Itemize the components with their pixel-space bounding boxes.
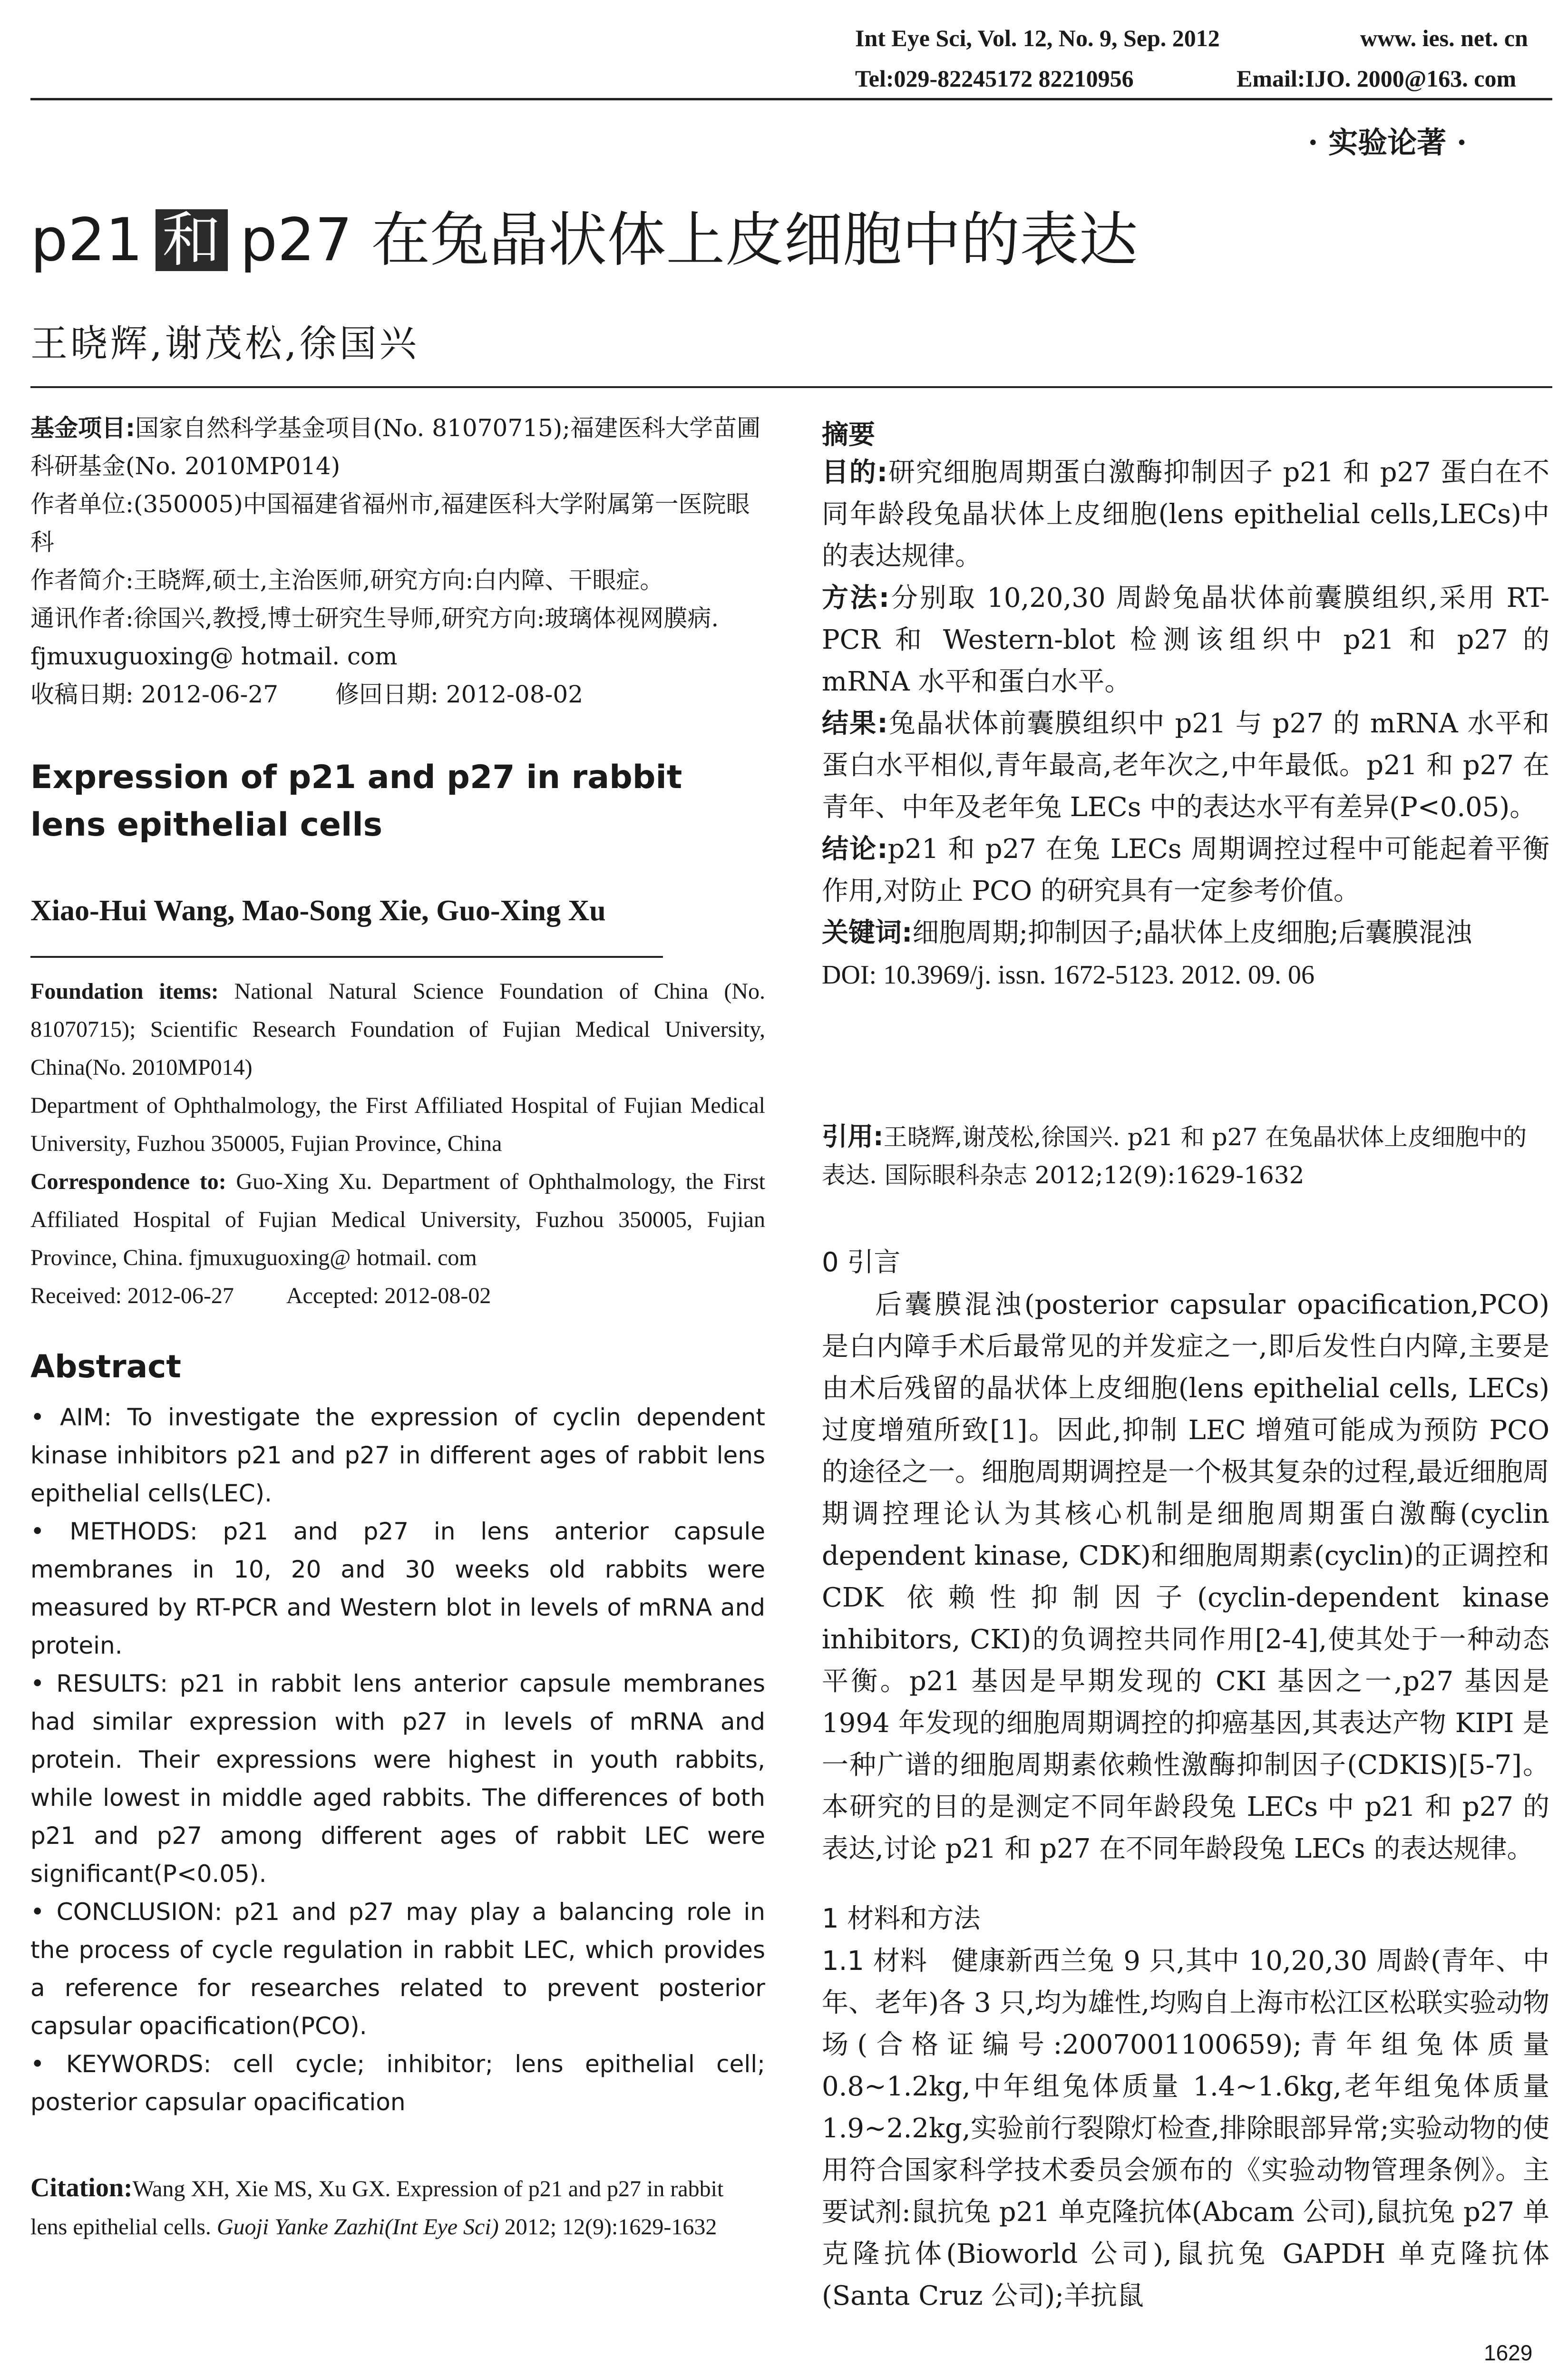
page-number: 1629 (1484, 2340, 1533, 2365)
title-boxed-char: 和 (156, 209, 228, 271)
abstract-keywords-en: • KEYWORDS: cell cycle; inhibitor; lens epithelial cell; posterior capsular opacification (30, 2050, 765, 2116)
title-part1: p21 (30, 206, 143, 274)
corr-en: Guo-Xing Xu. Department of Ophthalmology, the First Affiliated Hospital of Fujian Medical University, Fuzhou 350005, Fujian Province, China. fjmuxuguoxing@ hotmail. com (30, 1169, 766, 1270)
title-part2: p27 在兔晶状体上皮细胞中的表达 (240, 206, 1138, 274)
accepted-en: Accepted: 2012-08-02 (286, 1283, 491, 1308)
abstract-aim-en: • AIM: To investigate the expression of cyclin dependent kinase inhibitors p21 and p27 in different ages of rabbit lens epithelial cells(LEC). (30, 1403, 765, 1507)
journal-email: Email:IJO. 2000@163. com (1237, 65, 1517, 92)
results-label-cn: 结果: (822, 708, 888, 739)
methods-heading: 1 材料和方法 (822, 1903, 981, 1934)
authors-cn: 王晓辉,谢茂松,徐国兴 (30, 322, 419, 365)
corr-label-cn: 通讯作者: (30, 604, 134, 632)
meta-en (30, 973, 765, 1315)
citation-journal-en: Guoji Yanke Zazhi(Int Eye Sci) (216, 2214, 499, 2240)
intro-paragraph: 后囊膜混浊(posterior capsular opacification,PCO)是白内障手术后最常见的并发症之一,即后发性白内障,主要是由术后残留的晶状体上皮细胞(lens epithelial cells, LECs)过度增殖所致[1]。因此,抑制 LEC 增殖可能成为预防 PCO 的途径之一。细胞周期调控是一个极其复杂的过程,最近细胞周期调控理论认为其核心机制是细胞周期蛋白激酶(cyclin dependent kinase, CDK)和细胞周期素(cyclin)的正调控和 CDK 依赖性抑制因子(cyclin-dependent kinase inhibitors, CKI)的负调控共同作用[2-4],使其处于一种动态平衡。p21 基因是早期发现的 CKI 基因之一,p27 基因是 1994 年发现的细胞周期调控的抑癌基因,其表达产物 KIPI 是一种广谱的细胞周期素依赖性激酶抑制因子(CDKIS)[5-7]。本研究的目的是测定不同年龄段兔 LECs 中 p21 和 p27 的表达,讨论 p21 和 p27 在不同年龄段兔 LECs 的表达规律。 (822, 1289, 1549, 1864)
foundation-cn: 国家自然科学基金项目(No. 81070715);福建医科大学苗圃科研基金(No. 2010MP014) (30, 414, 761, 480)
abstract-methods-en: • METHODS: p21 and p27 in lens anterior capsule membranes in 10, 20 and 30 weeks old rabbits were measured by RT-PCR and Western blot in levels of mRNA and protein. (30, 1518, 765, 1659)
doi: DOI: 10.3969/j. issn. 1672-5123. 2012. 09. 06 (822, 960, 1315, 990)
abstract-heading-en: Abstract (30, 1348, 181, 1385)
title-rule (30, 386, 1552, 388)
corr-label-en: Correspondence to: (30, 1169, 226, 1194)
corr-cn: 徐国兴,教授,博士研究生导师,研究方向:玻璃体视网膜病. fjmuxuguoxing@ hotmail. com (30, 604, 719, 670)
header-rule (30, 98, 1552, 100)
paper-title (30, 205, 1138, 276)
abstract-body-cn (822, 452, 1549, 996)
intro-heading: 0 引言 (822, 1247, 901, 1278)
received-en: Received: 2012-06-27 (30, 1283, 234, 1308)
conclusion-cn: p21 和 p27 在兔 LECs 周期调控过程中可能起着平衡作用,对防止 PCO 的研究具有一定参考价值。 (822, 834, 1549, 906)
keywords-label-cn: 关键词: (822, 917, 913, 948)
conclusion-label-cn: 结论: (822, 834, 888, 865)
citation-label-cn: 引用: (822, 1121, 884, 1151)
en-authors-rule (30, 956, 663, 958)
abstract-body-en (30, 1398, 765, 2121)
abstract-results-en: • RESULTS: p21 in rabbit lens anterior capsule membranes had similar expression with p27 in levels of mRNA and protein. Their expressions were highest in youth rabbits, while lowest in middle aged rabbits. The differences of both p21 and p27 among different ages of rabbit LEC were significant(P<0.05). (30, 1670, 765, 1888)
abstract-heading-cn: 摘要 (822, 419, 875, 450)
foundation-label-cn: 基金项目: (30, 414, 135, 442)
keywords-cn: 细胞周期;抑制因子;晶状体上皮细胞;后囊膜混浊 (912, 917, 1472, 948)
foundation-en: National Natural Science Foundation of China (No. 81070715); Scientific Research Foundation of Fujian Medical University, China(No. 2010MP014) (30, 979, 765, 1080)
citation-volume-en: 2012; 12(9):1629-1632 (504, 2214, 717, 2240)
department-en: Department of Ophthalmology, the First Affiliated Hospital of Fujian Medical University, Fuzhou 350005, Fujian Province, China (30, 1093, 765, 1156)
results-cn: 兔晶状体前囊膜组织中 p21 与 p27 的 mRNA 水平和蛋白水平相似,青年最高,老年次之,中年最低。p21 和 p27 在青年、中年及老年兔 LECs 中的表达水平有差异(P<0.05)。 (822, 708, 1549, 823)
citation-en (30, 2169, 765, 2246)
revised-cn: 修回日期: 2012-08-02 (335, 681, 584, 708)
methods-cn: 分别取 10,20,30 周龄兔晶状体前囊膜组织,采用 RT-PCR 和 Western-blot 检测该组织中 p21 和 p27 的 mRNA 水平和蛋白水平。 (822, 583, 1549, 697)
authors-en: Xiao-Hui Wang, Mao-Song Xie, Guo-Xing Xu (30, 895, 606, 927)
bio-cn: 王晓辉,硕士,主治医师,研究方向:白内障、干眼症。 (133, 566, 664, 594)
received-cn: 收稿日期: 2012-06-27 (30, 681, 279, 708)
journal-info: Int Eye Sci, Vol. 12, No. 9, Sep. 2012 (855, 25, 1220, 51)
methods-sub-label: 1.1 材料 (822, 1946, 928, 1977)
citation-label-en: Citation: (30, 2173, 133, 2202)
citation-text-en: Wang XH, Xie MS, Xu GX. Expression of p21 and p27 in rabbit lens epithelial cells. (30, 2176, 724, 2240)
section-tag: · 实验论著 · (1308, 125, 1467, 160)
unit-label-cn: 作者单位: (30, 490, 134, 518)
bio-label-cn: 作者简介: (30, 566, 134, 594)
methods-text: 健康新西兰兔 9 只,其中 10,20,30 周龄(青年、中年、老年)各 3 只,均为雄性,均购自上海市松江区松联实验动物场(合格证编号:2007001100659);青年组兔体质量 0.8~1.2kg,中年组兔体质量 1.4~1.6kg,老年组兔体质量 1.9~2.2kg,实验前行裂隙灯检查,排除眼部异常;实验动物的使用符合国家科学技术委员会颁布的《实验动物管理条例》。主要试剂:鼠抗兔 p21 单克隆抗体(Abcam 公司),鼠抗兔 p27 单克隆抗体(Bioworld 公司),鼠抗兔 GAPDH 单克隆抗体(Santa Cruz 公司);羊抗鼠 (822, 1946, 1550, 2311)
foundation-label-en: Foundation items: (30, 979, 219, 1004)
title-en: Expression of p21 and p27 in rabbit lens epithelial cells (30, 759, 682, 844)
methods-body (822, 1940, 1549, 2317)
citation-cn (822, 1118, 1549, 1194)
aim-cn: 研究细胞周期蛋白激酶抑制因子 p21 和 p27 蛋白在不同年龄段兔晶状体上皮细胞(lens epithelial cells,LECs)中的表达规律。 (822, 457, 1549, 572)
journal-phone: Tel:029-82245172 82210956 (855, 65, 1134, 92)
meta-cn (30, 409, 765, 713)
journal-website: www. ies. net. cn (1360, 25, 1528, 51)
aim-label-cn: 目的: (822, 457, 888, 488)
citation-text-cn: 王晓辉,谢茂松,徐国兴. p21 和 p27 在兔晶状体上皮细胞中的表达. 国际眼科杂志 2012;12(9):1629-1632 (822, 1123, 1527, 1189)
methods-label-cn: 方法: (822, 583, 890, 614)
intro-body (822, 1284, 1549, 1870)
unit-cn: (350005)中国福建省福州市,福建医科大学附属第一医院眼科 (30, 490, 750, 556)
abstract-conclusion-en: • CONCLUSION: p21 and p27 may play a balancing role in the process of cycle regulation in rabbit LEC, which provides a reference for researches related to prevent posterior capsular opacification(PCO). (30, 1898, 765, 2040)
